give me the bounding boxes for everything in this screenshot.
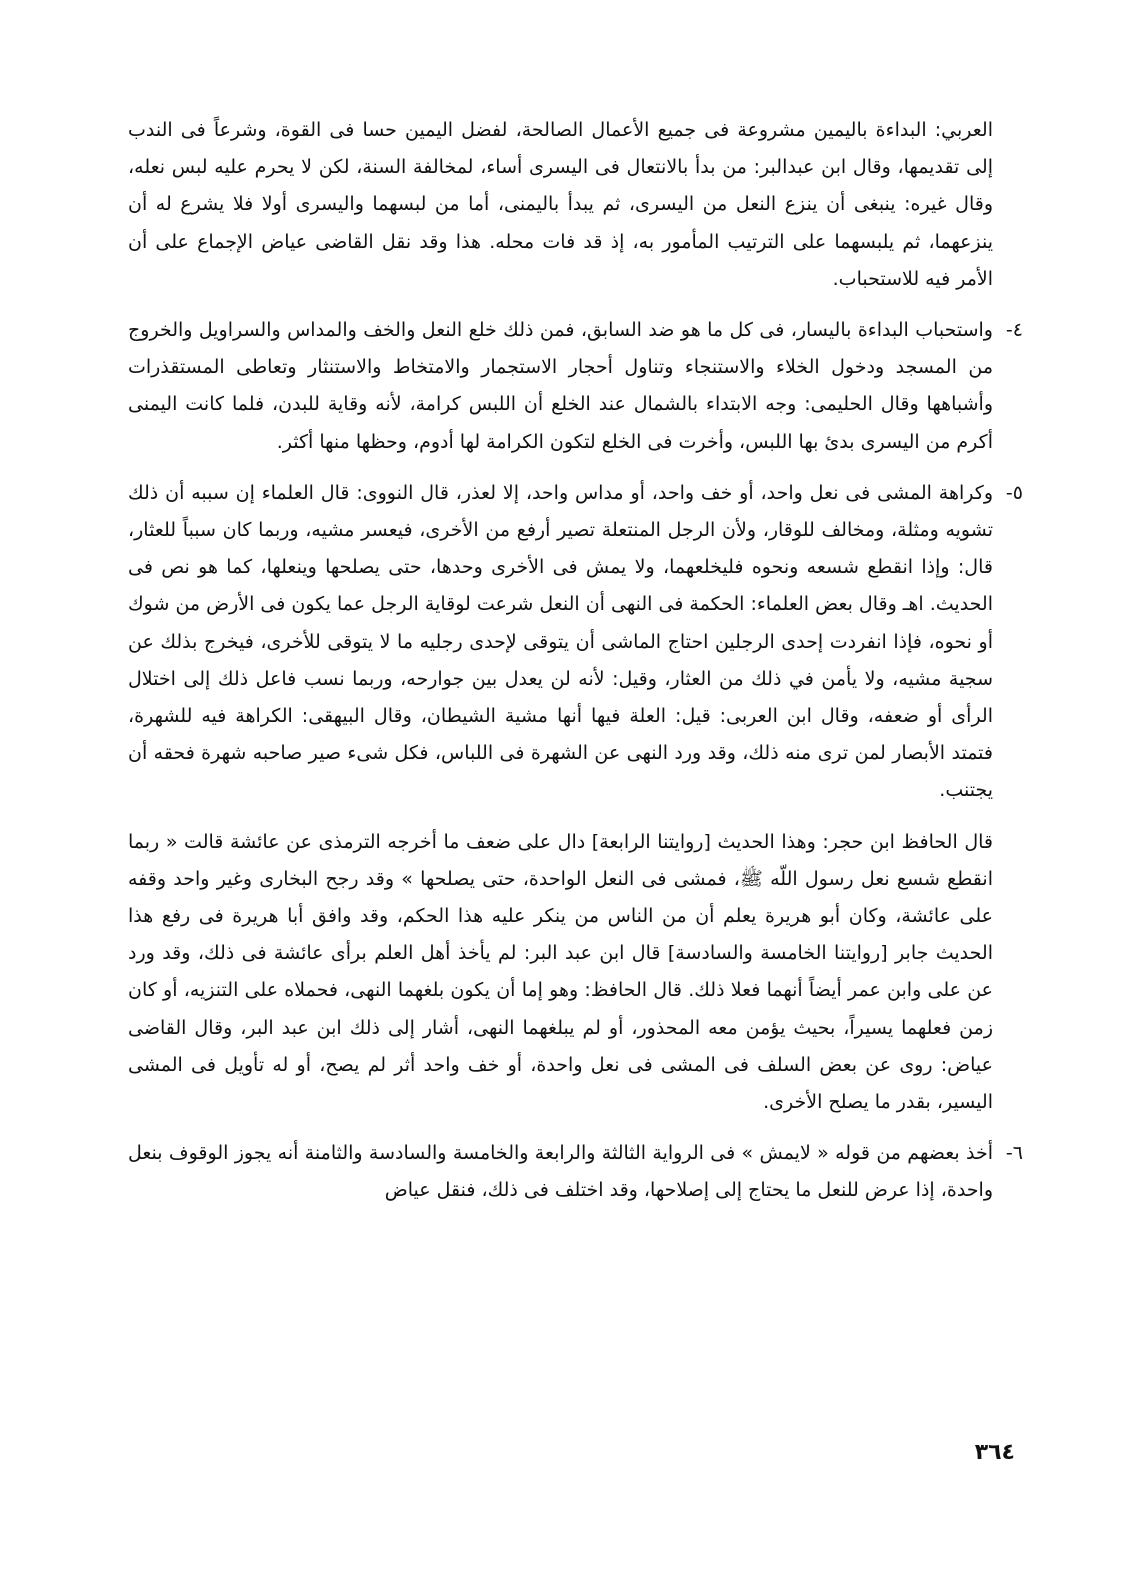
list-number: ٥-	[1005, 481, 1023, 504]
list-item-text: أخذ بعضهم من قوله « لايمش » فى الرواية الثالثة والرابعة والخامسة والسادسة والثامنة أنه يجوز الوقوف بنعل واحدة، إذا عرض للنعل ما يحتاج إلى إصلاحها، وقد اختلف فى ذلك، فنقل عياض	[128, 1142, 993, 1202]
list-item-text: واستحباب البداءة باليسار، فى كل ما هو ضد السابق، فمن ذلك خلع النعل والخف والمداس والسراويل والخروج من المسجد ودخول الخلاء والاستنجاء وتناول أحجار الاستجمار والامتخاط والاستنثار وتعاطى المستقذرات وأشباهها وقال الحليمى: وجه الابتداء بالشمال عند الخلع أن اللبس كرامة، لأنه وقاية للبدن، فلما كانت اليمنى أكرم من اليسرى بدئ بها اللبس، وأخرت فى الخلع لتكون الكرامة لها أدوم، وحظها منها أكثر.	[128, 319, 993, 453]
list-item-text: وكراهة المشى فى نعل واحد، أو خف واحد، أو مداس واحد، إلا لعذر، قال النووى: قال العلماء إن سببه أن ذلك تشويه ومثلة، ومخالف للوقار، ولأن الرجل المنتعلة تصير أرفع من الأخرى، فيعسر مشيه، وربما كان سبباً للعثار، قال: وإذا انقطع شسعه ونحوه فليخلعهما، ولا يمش فى الأخرى وحدها، حتى يصلحها وينعلها، كما هو نص فى الحديث. اهـ وقال بعض العلماء: الحكمة فى النهى أن النعل شرعت لوقاية الرجل عما يكون فى الأرض من شوك أو نحوه، فإذا انفردت إحدى الرجلين احتاج الماشى أن يتوقى لإحدى رجليه ما لا يتوقى للأخرى، فيخرج بذلك عن سجية مشيه، ولا يأمن في ذلك من العثار، وقيل: لأنه لن يعدل بين جوارحه، وربما نسب فاعل ذلك إلى اختلال الرأى أو ضعفه، وقال ابن العربى: قيل: العلة فيها أنها مشية الشيطان، وقال البيهقى: الكراهة فيه للشهرة، فتمتد الأبصار لمن ترى منه ذلك، وقد ورد النهى عن الشهرة فى اللباس، فكل شىء صير صاحبه شهرة فحقه أن يجتنب.	[128, 481, 993, 802]
page-number: ٣٦٤	[974, 1440, 1015, 1465]
paragraph-ibn-hajar: قال الحافظ ابن حجر: وهذا الحديث [روايتنا الرابعة] دال على ضعف ما أخرجه الترمذى عن عائشة قالت « ربما انقطع شسع نعل رسول اللّه ﷺ، فمشى فى النعل الواحدة، حتى يصلحها » وقد رجح البخارى وغير واحد وقفه على عائشة، وكان أبو هريرة يعلم أن من الناس من ينكر عليه هذا الحكم، وقد وافق أبا هريرة فى رفع هذا الحديث جابر [روايتنا الخامسة والسادسة] قال ابن عبد البر: لم يأخذ أهل العلم برأى عائشة فى ذلك، وقد ورد عن على وابن عمر أيضاً أنهما فعلا ذلك. قال الحافظ: وهو إما أن يكون بلغهما النهى، فحملاه على التنزيه، أو كان زمن فعلهما يسيراً، بحيث يؤمن معه المحذور، أو لم يبلغهما النهى، أشار إلى ذلك ابن عبد البر، وقال القاضى عياض: روى عن بعض السلف فى المشى فى نعل واحدة، أو خف واحد أثر لم يصح، أو له تأويل فى المشى اليسير، بقدر ما يصلح الأخرى.	[128, 830, 993, 1114]
list-item-4	[128, 312, 1023, 461]
list-number: ٤-	[1005, 319, 1023, 342]
page-body	[128, 112, 1023, 1224]
list-item-6	[128, 1135, 1023, 1209]
list-number: ٦-	[1005, 1142, 1023, 1165]
list-item-5	[128, 475, 1023, 810]
paragraph-continuation: العربي: البداءة باليمين مشروعة فى جميع الأعمال الصالحة، لفضل اليمين حسا فى القوة، وشرعاً فى الندب إلى تقديمها، وقال ابن عبدالبر: من بدأ بالانتعال فى اليسرى أساء، لمخالفة السنة، لكن لا يحرم عليه لبس نعله، وقال غيره: ينبغى أن ينزع النعل من اليسرى، ثم يبدأ باليمنى، أما من لبسهما واليسرى أولا فلا يشرع له أن ينزعهما، ثم يلبسهما على الترتيب المأمور به، إذ قد فات محله. هذا وقد نقل القاضى عياض الإجماع على أن الأمر فيه للاستحباب.	[128, 119, 993, 290]
